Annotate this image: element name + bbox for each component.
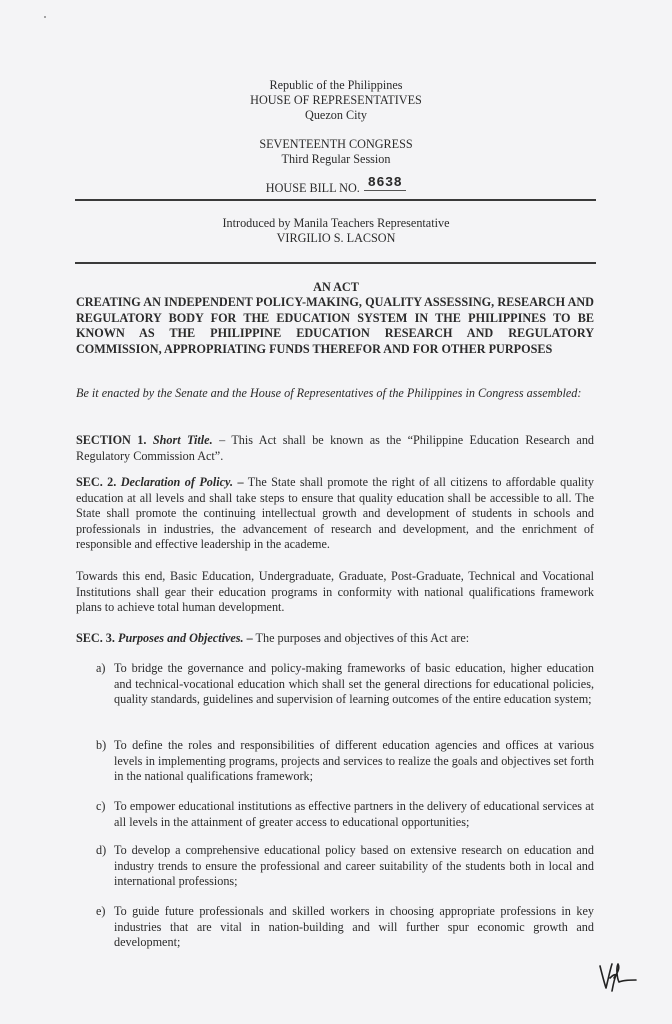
bottom-rule <box>75 262 596 264</box>
bill-label: HOUSE BILL NO. <box>265 181 360 195</box>
objectives-list-item-b <box>96 738 594 785</box>
section-3-dash: – <box>243 631 253 645</box>
congress-line: SEVENTEENTH CONGRESS <box>259 137 413 151</box>
section-3 <box>76 631 594 647</box>
section-1-label: SECTION 1. <box>76 433 147 447</box>
representative-name: VIRGILIO S. LACSON <box>276 231 396 245</box>
act-title: CREATING AN INDEPENDENT POLICY-MAKING, QUALITY ASSESSING, RESEARCH AND REGULATORY BODY FOR THE EDUCATION SYSTEM IN THE PHILIPPINES TO BE KNOWN AS THE PHILIPPINE EDUCATION RESEARCH AND REGULATORY COMMISSION, APPROPRIATING FUNDS THEREFOR AND FOR OTHER PURPOSES <box>76 295 594 356</box>
list-item-text: To develop a comprehensive educational policy based on extensive research on education and industry trends to ensure the professional and career suitability of the students both in local and international professions; <box>114 843 594 888</box>
country-line: Republic of the Philippines <box>269 78 403 92</box>
list-item <box>96 843 594 890</box>
list-item <box>96 799 594 830</box>
section-3-title: Purposes and Objectives. <box>118 631 244 645</box>
section-3-text: The purposes and objectives of this Act are: <box>252 631 470 645</box>
list-item-text: To define the roles and responsibilities of different education agencies and offices at various levels in implementing programs, projects and services to realize the goals and objectives set forth in the national qualifications framework; <box>114 738 594 783</box>
bill-number: 8638 <box>364 177 406 191</box>
list-item-text: To guide future professionals and skilled workers in choosing appropriate professions in key industries that are vital in nation-building and will further spur economic growth and development; <box>114 904 594 949</box>
section-1 <box>76 433 594 464</box>
objectives-list-item-c <box>96 799 594 830</box>
list-marker: d) <box>96 843 107 857</box>
section-3-label: SEC. 3. <box>76 631 115 645</box>
section-2-dash: – <box>233 475 244 489</box>
act-heading: AN ACT <box>313 280 359 294</box>
list-marker: c) <box>96 799 106 813</box>
bill-number-line <box>0 176 672 197</box>
list-item <box>96 738 594 785</box>
list-item-text: To empower educational institutions as effective partners in the delivery of educational services at all levels in the attainment of greater access to educational opportunities; <box>114 799 594 829</box>
section-1-text: – This Act shall be known as the “Philippine Education Research and Regulatory Commission Act”. <box>76 433 595 463</box>
list-item <box>96 661 594 708</box>
objectives-list-item-e <box>96 904 594 951</box>
city-line: Quezon City <box>305 108 367 122</box>
initials-signature <box>596 958 638 994</box>
session-line: Third Regular Session <box>281 152 391 166</box>
list-marker: b) <box>96 738 107 752</box>
list-marker: e) <box>96 904 106 918</box>
section-2 <box>76 475 594 553</box>
section-2-label: SEC. 2. <box>76 475 117 489</box>
scan-speck <box>44 16 46 18</box>
house-line: HOUSE OF REPRESENTATIVES <box>250 93 422 107</box>
section-2-title: Declaration of Policy. <box>120 475 234 489</box>
objectives-list-item-a <box>96 661 594 708</box>
introduced-by-line: Introduced by Manila Teachers Representative <box>222 216 450 230</box>
objectives-list-item-d <box>96 843 594 890</box>
section-2-paragraph-2: Towards this end, Basic Education, Undergraduate, Graduate, Post-Graduate, Technical and Vocational Institutions shall gear their education programs in conformity with national qualifications framework plans to achieve total human development. <box>76 569 594 614</box>
section-1-title: Short Title. <box>152 433 213 447</box>
enacting-clause: Be it enacted by the Senate and the House of Representatives of the Philippines in Congress assembled: <box>76 386 582 400</box>
top-rule <box>75 199 596 201</box>
list-marker: a) <box>96 661 106 675</box>
list-item <box>96 904 594 951</box>
list-item-text: To bridge the governance and policy-making frameworks of basic education, higher education and technical-vocational education which shall set the general directions for educational policies, quality standards, guidelines and supervision of learning outcomes of the entire education system; <box>114 661 594 706</box>
section-2-text: The State shall promote the right of all citizens to affordable quality education at all levels and shall take steps to ensure that quality education shall be accessible to all. The State shall promote the continuing intellectual growth and development of students in schools and professionals in industries, the advancement of research and development, and the enrichment of responsible and effective leadership in the academe. <box>76 475 595 551</box>
